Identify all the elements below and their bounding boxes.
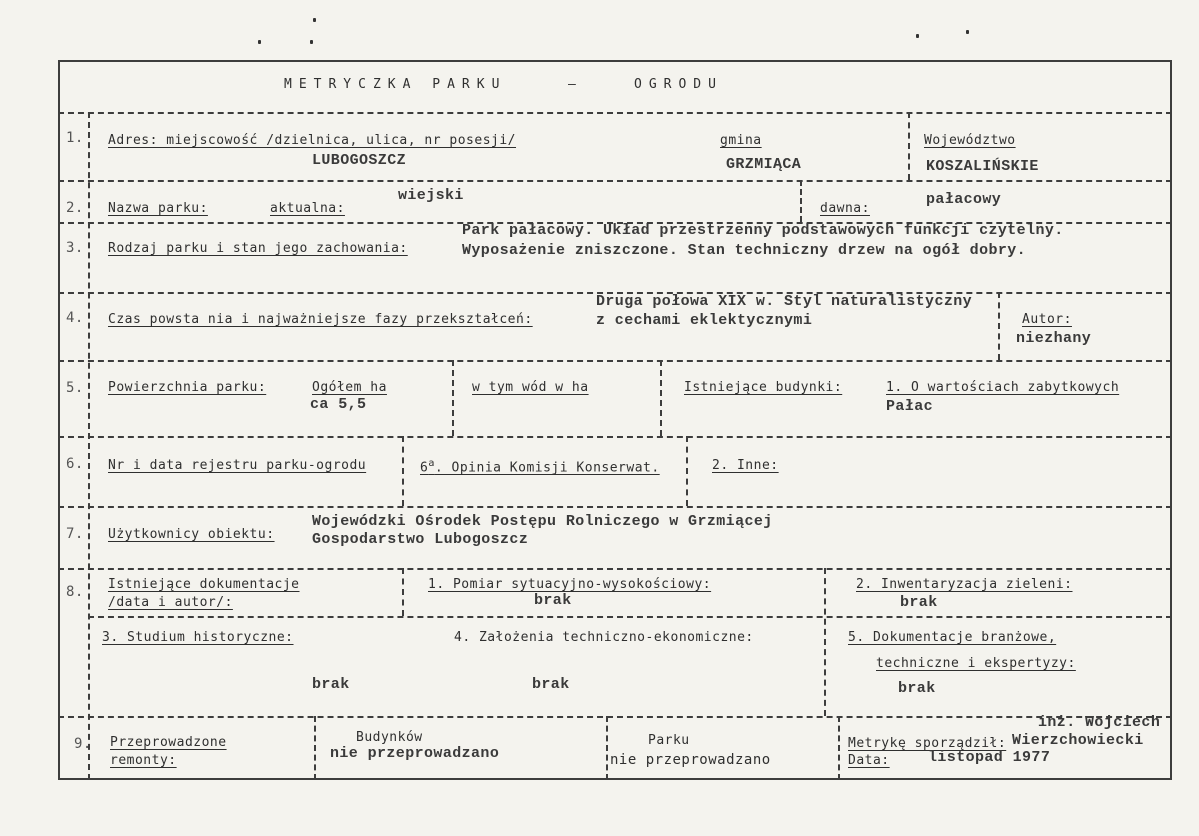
park-renovation-value: nie przeprowadzano (610, 752, 771, 768)
number-column-divider (88, 112, 90, 780)
form-title-right: OGRODU (634, 77, 723, 92)
row-divider (88, 616, 1172, 618)
history-value-line1: Druga połowa XIX w. Styl naturalistyczny (596, 293, 973, 310)
gmina-value: GRZMIĄCA (726, 156, 802, 173)
historical-study-value: brak (312, 676, 350, 693)
column-divider (452, 360, 454, 436)
column-divider (402, 436, 404, 506)
column-divider (660, 360, 662, 436)
row-number: 1. (66, 130, 84, 146)
form-title-dash: – (568, 77, 583, 92)
users-value-line2: Gospodarstwo Lubogoszcz (312, 531, 529, 548)
water-area-label: w tym wód w ha (472, 380, 589, 395)
documentation-label-line2: /data i autor/: (108, 595, 233, 610)
park-type-label: Rodzaj parku i stan jego zachowania: (108, 241, 408, 256)
author-label: Autor: (1022, 312, 1072, 327)
branch-documentation-value: brak (898, 680, 936, 697)
row-divider (58, 568, 1172, 570)
row-divider (58, 112, 1172, 114)
history-label: Czas powsta nia i najważniejsze fazy przekształceń: (108, 312, 533, 327)
column-divider (908, 112, 910, 180)
form-title-left: METRYCZKA PARKU (284, 77, 507, 92)
users-label: Użytkownicy obiektu: (108, 527, 275, 542)
row-number: 5. (66, 380, 84, 396)
row-number: 7. (66, 526, 84, 542)
punch-mark (258, 40, 261, 44)
park-type-value-line1: Park pałacowy. Układ przestrzenny podstawowych funkcji czytelny. (462, 222, 1064, 239)
column-divider (606, 716, 608, 780)
row-number: 9. (74, 736, 92, 752)
punch-mark (313, 18, 316, 22)
branch-documentation-label-line1: 5. Dokumentacje branżowe, (848, 630, 1057, 645)
greenery-inventory-value: brak (900, 594, 938, 611)
buildings-renovation-label: Budynków (356, 730, 423, 745)
former-name-value: pałacowy (926, 191, 1002, 208)
area-total-value: ca 5,5 (310, 396, 367, 413)
technical-economic-label: 4. Założenia techniczno-ekonomiczne: (454, 630, 754, 645)
former-name-label: dawna: (820, 201, 870, 216)
other-label: 2. Inne: (712, 458, 779, 473)
technical-economic-value: brak (532, 676, 570, 693)
park-record-form (58, 60, 1172, 780)
gmina-label: gmina (720, 133, 762, 148)
row-number: 6. (66, 456, 84, 472)
row-number: 3. (66, 240, 84, 256)
opinion-superscript: a (428, 458, 435, 469)
row-divider (58, 360, 1172, 362)
current-name-label: aktualna: (270, 201, 345, 216)
punch-mark (310, 40, 313, 44)
row-number: 4. (66, 310, 84, 326)
address-value: LUBOGOSZCZ (312, 152, 407, 169)
column-divider (800, 180, 802, 222)
column-divider (402, 568, 404, 616)
history-value-line2: z cechami eklektycznymi (596, 312, 813, 329)
column-divider (314, 716, 316, 780)
prepared-by-line1: inż. Wojciech (1038, 714, 1161, 731)
historic-buildings-value: Pałac (886, 398, 934, 415)
buildings-renovation-value: nie przeprowadzano (330, 745, 500, 762)
voivodeship-label: Województwo (924, 133, 1016, 148)
area-total-label: Ogółem ha (312, 380, 387, 395)
area-label: Powierzchnia parku: (108, 380, 267, 395)
historical-study-label: 3. Studium historyczne: (102, 630, 294, 645)
address-label: Adres: miejscowość /dzielnica, ulica, nr posesji/ (108, 133, 517, 148)
column-divider (686, 436, 688, 506)
current-name-value: wiejski (398, 187, 464, 204)
opinion-text: . Opinia Komisji Konserwat. (434, 460, 660, 476)
users-value-line1: Wojewódzki Ośrodek Postępu Rolniczego w Grzmiącej (312, 513, 773, 530)
author-value: niezhany (1016, 330, 1092, 347)
punch-mark (966, 30, 969, 34)
column-divider (838, 716, 840, 780)
prepared-by-line2: Wierzchowiecki (1012, 732, 1144, 749)
row-divider (58, 180, 1172, 182)
conservation-opinion-label (420, 458, 660, 475)
row-number: 2. (66, 200, 84, 216)
prepared-by-label: Metrykę sporządził: (848, 736, 1007, 751)
date-value: listopad 1977 (928, 749, 1051, 766)
park-type-value-line2: Wyposażenie zniszczone. Stan techniczny drzew na ogół dobry. (462, 242, 1027, 259)
documentation-label-line1: Istniejące dokumentacje (108, 577, 300, 592)
column-divider (824, 568, 826, 716)
punch-mark (916, 34, 919, 38)
row-divider (58, 506, 1172, 508)
greenery-inventory-label: 2. Inwentaryzacja zieleni: (856, 577, 1073, 592)
voivodeship-value: KOSZALIŃSKIE (926, 158, 1039, 175)
renovations-label-line2: remonty: (110, 753, 177, 768)
column-divider (998, 292, 1000, 360)
survey-label: 1. Pomiar sytuacyjno-wysokościowy: (428, 577, 712, 592)
park-name-label: Nazwa parku: (108, 201, 208, 216)
date-label: Data: (848, 753, 890, 768)
register-label: Nr i data rejestru parku-ogrodu (108, 458, 367, 473)
row-number: 8. (66, 584, 84, 600)
opinion-number: 6 (420, 460, 429, 476)
park-renovation-label: Parku (648, 733, 690, 748)
buildings-label: Istniejące budynki: (684, 380, 843, 395)
branch-documentation-label-line2: techniczne i ekspertyzy: (876, 656, 1076, 671)
row-divider (58, 436, 1172, 438)
renovations-label-line1: Przeprowadzone (110, 735, 227, 750)
historic-buildings-label: 1. O wartościach zabytkowych (886, 380, 1120, 395)
survey-value: brak (534, 592, 572, 609)
row-divider (58, 716, 1172, 718)
